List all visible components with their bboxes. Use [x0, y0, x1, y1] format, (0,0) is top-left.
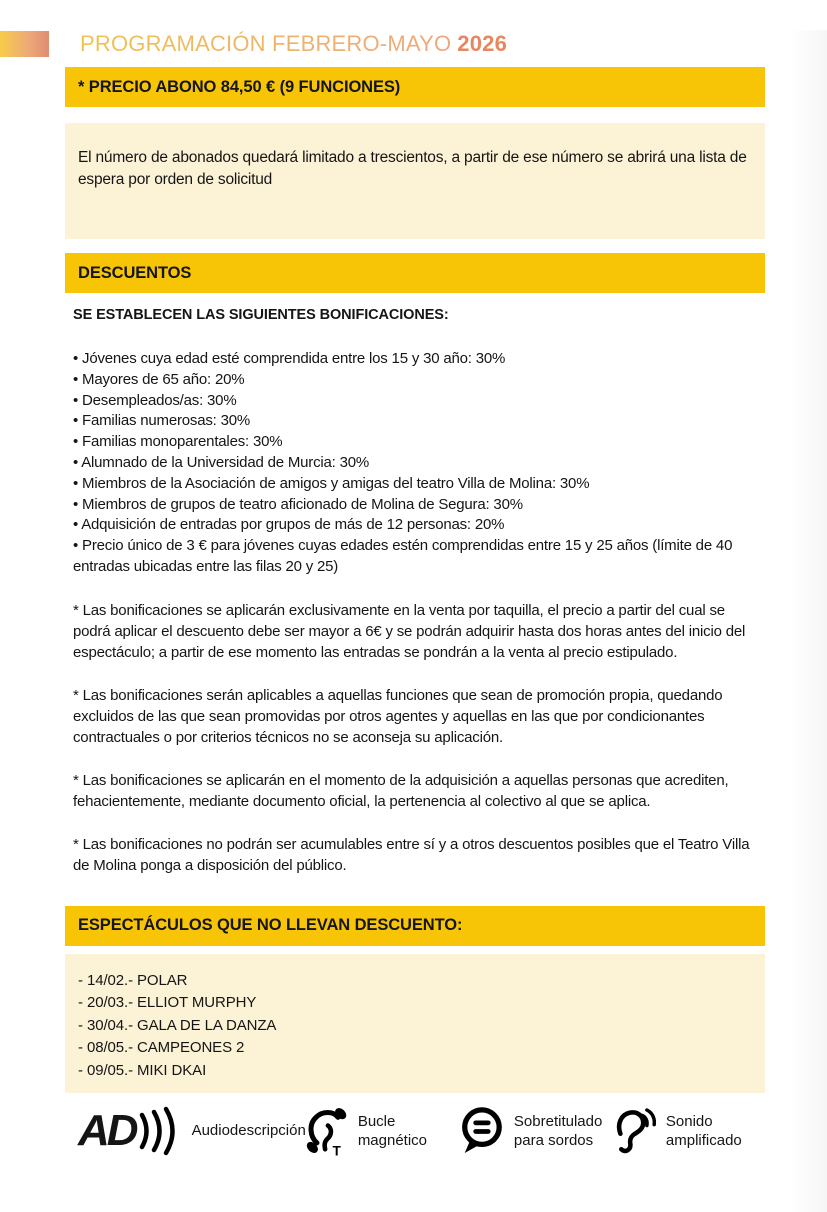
audio-description-icon: AD: [78, 1105, 182, 1157]
accessibility-item-audiodescription: [78, 1105, 306, 1157]
show-line: - 30/04.- GALA DE LA DANZA: [78, 1016, 277, 1034]
accessibility-label: Sonido amplificado: [665, 1112, 742, 1149]
show-line: - 09/05.- MIKI DKAI: [78, 1061, 207, 1079]
header-gradient-bar: [0, 31, 49, 57]
document-header: [0, 30, 827, 58]
surtitles-icon: [458, 1106, 504, 1156]
accessibility-label: Sobretitulado para sordos: [513, 1112, 603, 1149]
condition-paragraph: * Las bonificaciones se aplicarán en el momento de la adquisición a aquellas personas que acrediten, fehacientemente, mediante documento oficial, la pertenencia al colectivo al que se aplica.: [73, 771, 729, 810]
show-line: - 20/03.- ELLIOT MURPHY: [78, 994, 257, 1012]
accessibility-item-amplified-sound: [614, 1106, 766, 1156]
condition-paragraph: * Las bonificaciones se aplicarán exclusivamente en la venta por taquilla, el precio a partir del cual se podrá aplicar el descuento debe ser mayor a 6€ y se podrán adquirir hasta dos horas antes del inicio del espectáculo; a partir de ese momento las entradas se pondrán a la venta al precio estipulado.: [73, 601, 746, 661]
page-title: [80, 30, 827, 57]
subscription-note-box: [65, 123, 765, 239]
svg-text:T: T: [332, 1143, 341, 1156]
discount-conditions: [73, 600, 761, 876]
accessibility-label: Bucle magnético: [357, 1112, 428, 1149]
accessibility-footer: [78, 1105, 766, 1157]
discounts-banner-label: DESCUENTOS: [78, 263, 192, 282]
bonification-item: • Desempleados/as: 30%: [73, 391, 761, 412]
bonification-item: • Adquisición de entradas por grupos de más de 12 personas: 20%: [73, 515, 761, 536]
bonification-item: • Mayores de 65 año: 20%: [73, 370, 761, 391]
bonifications-intro: SE ESTABLECEN LAS SIGUIENTES BONIFICACIONES:: [73, 307, 449, 323]
bonification-item: • Familias numerosas: 30%: [73, 411, 761, 432]
discounts-banner: [65, 253, 765, 293]
bonification-item: • Alumnado de la Universidad de Murcia: 30%: [73, 453, 761, 474]
no-discount-shows-box: [65, 954, 765, 1093]
bonification-item: • Precio único de 3 € para jóvenes cuyas edades estén comprendidas entre 15 y 25 años (límite de 40 entradas ubicadas entre las filas 20 y 25): [73, 536, 761, 578]
discounts-section: [65, 293, 765, 876]
no-discount-banner-label: ESPECTÁCULOS QUE NO LLEVAN DESCUENTO:: [78, 916, 463, 935]
condition-paragraph: * Las bonificaciones serán aplicables a aquellas funciones que sean de promoción propia, quedando excluidos de las que sean promovidas por otros agentes y aquellas en las que por condicionantes contractuales o por criterios técnicos no se aconseja su aplicación.: [73, 686, 723, 746]
bonification-item: • Miembros de grupos de teatro aficionado de Molina de Segura: 30%: [73, 495, 761, 516]
accessibility-item-induction-loop: [306, 1106, 458, 1156]
bonifications-list: [73, 349, 761, 578]
page-title-text: PROGRAMACIÓN FEBRERO-MAYO: [80, 31, 452, 56]
induction-loop-icon: [306, 1106, 348, 1156]
amplified-sound-icon: [614, 1106, 656, 1156]
no-discount-banner: [65, 906, 765, 946]
subscription-note-text: El número de abonados quedará limitado a trescientos, a partir de ese número se abrirá una lista de espera por orden de solicitud: [78, 149, 747, 188]
bonification-item: • Miembros de la Asociación de amigos y amigas del teatro Villa de Molina: 30%: [73, 474, 761, 495]
bonification-item: • Familias monoparentales: 30%: [73, 432, 761, 453]
price-banner: [65, 67, 765, 107]
price-banner-label: * PRECIO ABONO 84,50 € (9 FUNCIONES): [78, 77, 401, 96]
accessibility-item-surtitles: [458, 1106, 614, 1156]
accessibility-label: Audiodescripción: [191, 1122, 306, 1140]
page-title-year: 2026: [457, 31, 508, 56]
bonification-item: • Jóvenes cuya edad esté comprendida entre los 15 y 30 año: 30%: [73, 349, 761, 370]
page-edge-shadow: [789, 30, 827, 1212]
condition-paragraph: * Las bonificaciones no podrán ser acumulables entre sí y a otros descuentos posibles que el Teatro Villa de Molina ponga a disposición del público.: [73, 835, 750, 874]
show-line: - 08/05.- CAMPEONES 2: [78, 1039, 245, 1057]
show-line: - 14/02.- POLAR: [78, 971, 188, 989]
